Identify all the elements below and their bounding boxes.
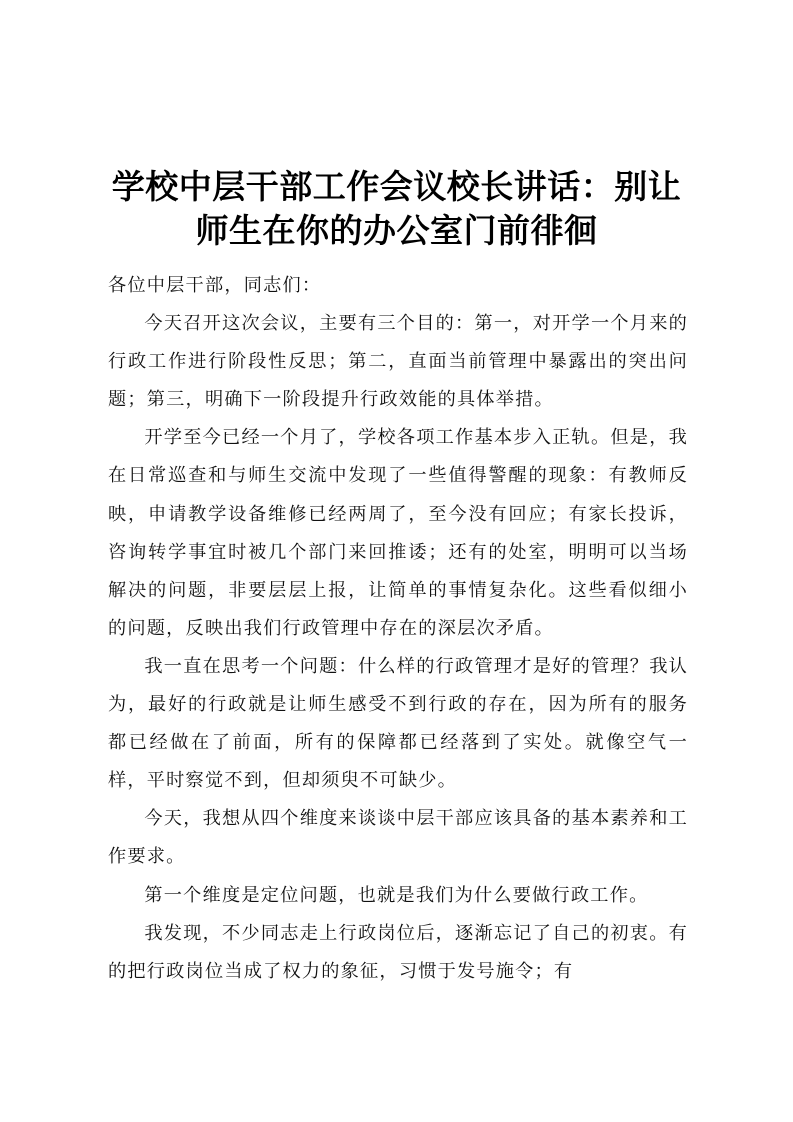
salutation: 各位中层干部，同志们： <box>108 275 322 296</box>
document-body <box>108 267 688 991</box>
paragraph: 我发现，不少同志走上行政岗位后，逐渐忘记了自己的初衷。有的把行政岗位当成了权力的象征，习惯于发号施令；有 <box>108 922 688 982</box>
paragraph: 今天召开这次会议，主要有三个目的：第一，对开学一个月来的行政工作进行阶段性反思；第二，直面当前管理中暴露出的突出问题；第三，明确下一阶段提升行政效能的具体举措。 <box>108 313 688 411</box>
paragraph: 今天，我想从四个维度来谈谈中层干部应该具备的基本素养和工作要求。 <box>108 808 688 868</box>
title-line-2: 师生在你的办公室门前徘徊 <box>195 211 598 251</box>
paragraph: 开学至今已经一个月了，学校各项工作基本步入正轨。但是，我在日常巡查和与师生交流中发现了一些值得警醒的现象：有教师反映，申请教学设备维修已经两周了，至今没有回应；有家长投诉，咨询转学事宜时被几个部门来回推诿；还有的处室，明明可以当场解决的问题，非要层层上报，让简单的事情复杂化。这些看似细小的问题，反映出我们行政管理中存在的深层次矛盾。 <box>108 427 688 639</box>
title-line-1: 学校中层干部工作会议校长讲话：别让 <box>111 167 682 207</box>
document-title <box>90 165 703 253</box>
paragraph: 我一直在思考一个问题：什么样的行政管理才是好的管理？我认为，最好的行政就是让师生感受不到行政的存在，因为所有的服务都已经做在了前面，所有的保障都已经落到了实处。就像空气一样，平时察觉不到，但却须臾不可缺少。 <box>108 655 688 792</box>
paragraph: 第一个维度是定位问题，也就是我们为什么要做行政工作。 <box>144 884 649 906</box>
